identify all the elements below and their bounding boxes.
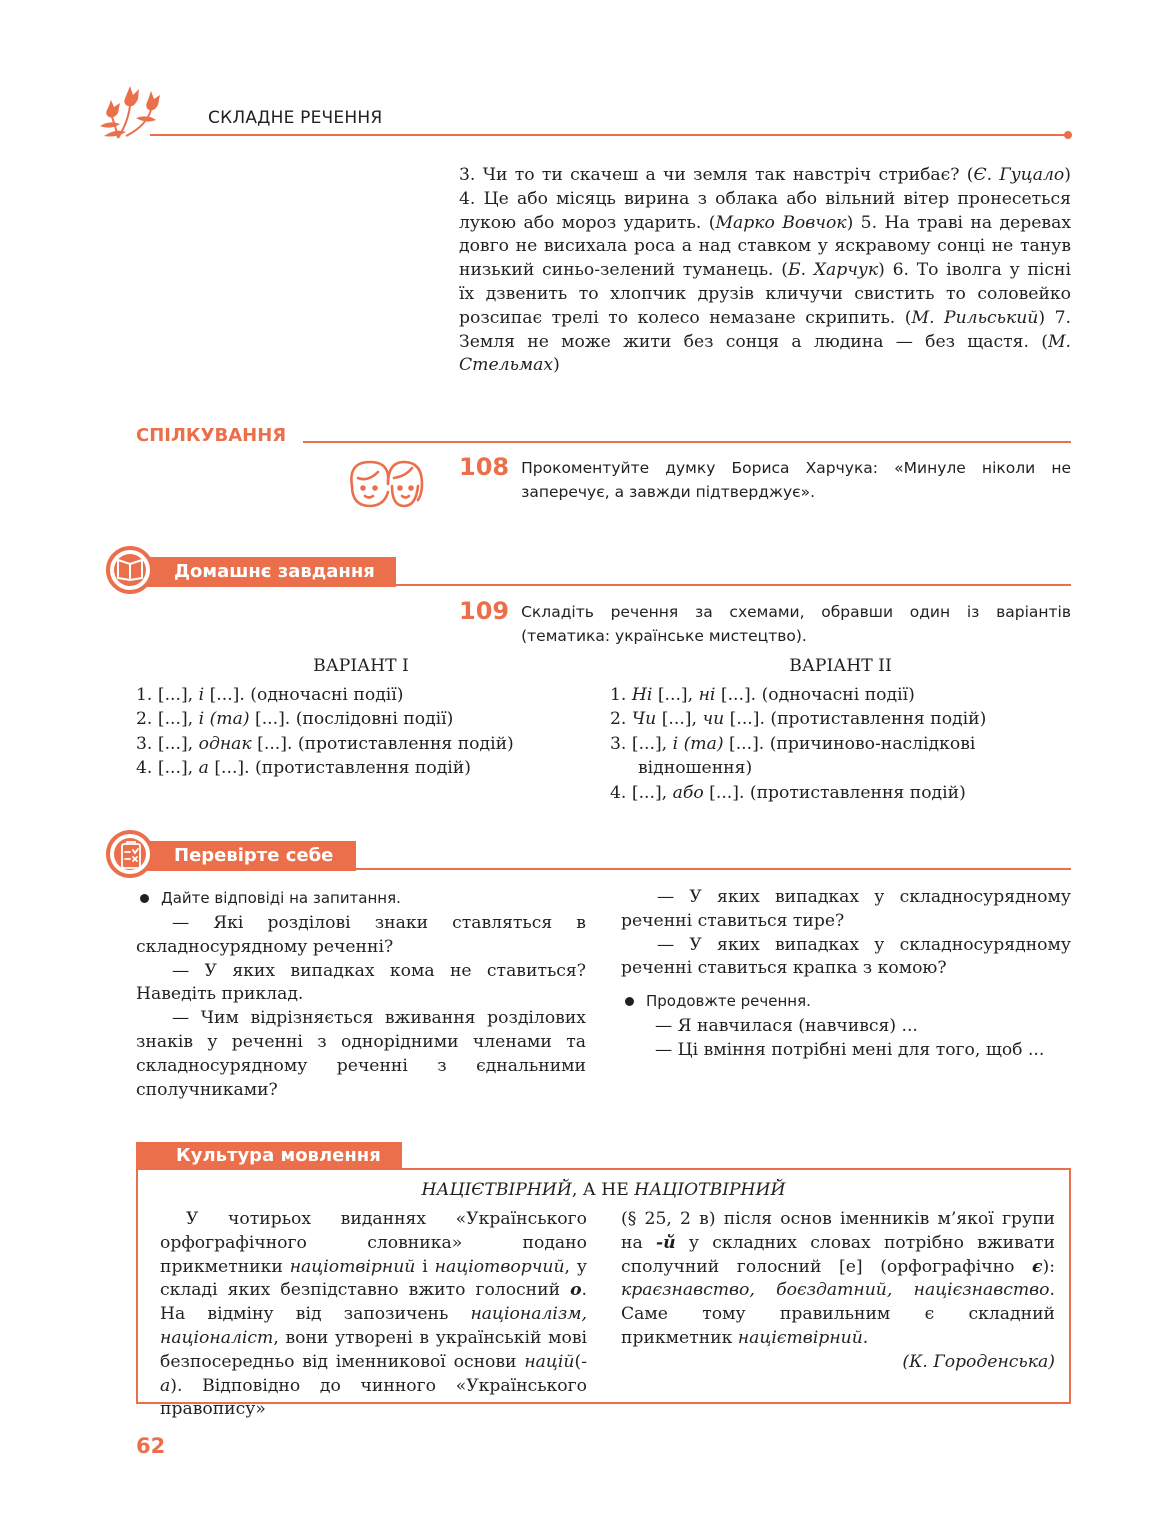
- task-text: Складіть речення за схемами, обравши один із варіантів (тематика: українське мистецтво).: [521, 603, 1071, 645]
- communication-rule: [303, 441, 1071, 443]
- bullet-continue: Продовжте речення.: [625, 989, 1071, 1013]
- task-109: [459, 596, 1071, 648]
- list-item: 4. [...], а [...]. (протиставлення подій): [136, 758, 471, 779]
- continue-1: — Я навчилася (навчився) ...: [655, 1016, 918, 1037]
- example-7: 7. Земля не може жити без сонця а людина — без щастя. (М. Стельмах): [459, 307, 1071, 376]
- self-check-left: [136, 886, 586, 1102]
- list-item: 3. [...], однак [...]. (протиставлення подій): [136, 733, 514, 754]
- homework-heading: Домашнє завдання: [134, 557, 396, 587]
- two-faces-icon: [344, 456, 426, 512]
- self-check-heading: Перевірте себе: [134, 841, 356, 871]
- variant2-list: [610, 683, 986, 805]
- self-check-right: [621, 886, 1071, 1063]
- question-4: — У яких випадках у складносурядному реченні ставиться тире?: [621, 887, 1071, 931]
- example-6: 6. То іволга у пісні їх дзвенить то хлопчик друзів кличучи свистить то соловейко розсипає трелі то колесо немазане скрипить. (М. Рильський): [459, 260, 1072, 328]
- question-5: — У яких випадках у складносурядному реченні ставиться крапка з комою?: [621, 934, 1071, 979]
- page-number: 62: [136, 1434, 166, 1458]
- list-item: 1. Ні [...], ні [...]. (одночасні події): [610, 685, 915, 705]
- variant1-list: [136, 683, 514, 781]
- list-item: 1. [...], і [...]. (одночасні події): [136, 685, 404, 705]
- list-item: 2. Чи [...], чи [...]. (протиставлення подій): [610, 709, 987, 730]
- bullet-icon: [625, 997, 634, 1006]
- open-book-icon: [116, 558, 144, 582]
- example-3: 3. Чи то ти скачеш а чи земля так навстріч стрибає? (Є. Гуцало): [459, 165, 1071, 185]
- example-4: 4. Це або місяць вирина з облака або вільний вітер пронесеться лукою або мороз ударить. (Марко Вовчок): [459, 188, 1072, 233]
- list-item-continuation: відношення): [638, 758, 753, 779]
- example-5: 5. На траві на деревах довго не висихала роса а над ставком у яскравому сонці не танув низький синьо-зелений туманець. (Б. Харчук): [459, 212, 1072, 281]
- continue-2: — Ці вміння потрібні мені для того, щоб ...: [655, 1039, 1045, 1060]
- question-3: — Чим відрізняється вживання розділових знаків у реченні з однорідними членами та складносурядному реченні з єднальними сполучниками?: [136, 1008, 586, 1100]
- checklist-icon: [120, 840, 142, 870]
- task-number: 108: [459, 453, 510, 481]
- speech-culture-heading: Культура мовлення: [136, 1142, 402, 1170]
- speech-culture-title: НАЦІЄТВІРНИЙ, А НЕ НАЦІОТВІРНИЙ: [421, 1180, 786, 1200]
- list-item: 2. [...], і (та) [...]. (послідовні події): [136, 709, 454, 730]
- task-text: Прокоментуйте думку Бориса Харчука: «Минуле ніколи не заперечує, а завжди підтверджує».: [521, 459, 1071, 501]
- question-2: — У яких випадках кома не ставиться? Наведіть приклад.: [136, 960, 586, 1005]
- speech-culture-author: (К. Городенська): [902, 1352, 1055, 1372]
- examples-paragraph: [459, 164, 1071, 378]
- header-rule: [150, 134, 1068, 136]
- question-1: — Які розділові знаки ставляться в складносурядному реченні?: [136, 913, 586, 957]
- variant2-title: ВАРІАНТ ІІ: [789, 656, 892, 676]
- speech-culture-text-left: У чотирьох виданнях «Українського орфографічного словника» подано прикметники націотвірний і націотворчий, у складі яких безпідставно вжито голосний о. На відміну від запозичень націоналізм, націоналіст, вони утворені в українській мові безпосередньо від іменникової основи націй(-а). Відповідно до чинного «Українського правопису»: [160, 1209, 587, 1420]
- task-108: [459, 452, 1071, 504]
- bullet-answer-questions: Дайте відповіді на запитання.: [140, 886, 586, 910]
- section-title: СКЛАДНЕ РЕЧЕННЯ: [208, 108, 383, 128]
- header-rule-dot: [1064, 131, 1072, 139]
- list-item: 4. [...], або [...]. (протиставлення подій): [610, 782, 966, 803]
- list-item: 3. [...], і (та) [...]. (причиново-наслідкові: [610, 733, 976, 754]
- task-number: 109: [459, 597, 510, 625]
- bullet-icon: [140, 894, 149, 903]
- communication-heading: СПІЛКУВАННЯ: [136, 425, 287, 446]
- speech-culture-text-right: (§ 25, 2 в) після основ іменників м’якої групи на -й у складних словах потрібно вживати сполучний голосний [е] (орфографічно є): краєзнавство, боєздатний, націєзнавство. Саме тому правильним є складний прикметник націєтвірний.: [621, 1209, 1056, 1348]
- variant1-title: ВАРІАНТ І: [313, 656, 409, 676]
